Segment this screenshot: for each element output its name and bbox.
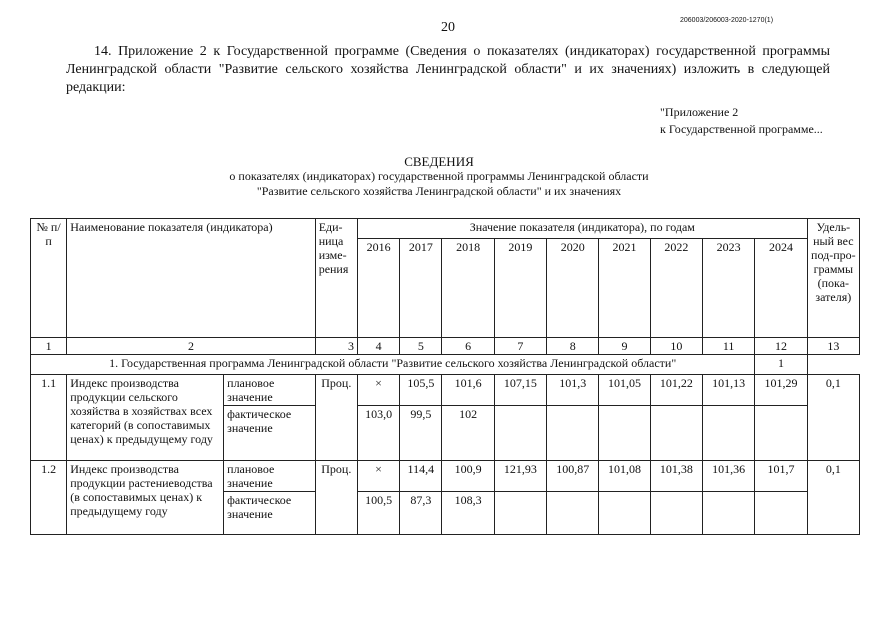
planned-value: 101,08 <box>599 461 650 492</box>
appendix-reference-line1: "Приложение 2 <box>660 105 739 119</box>
column-number: 2 <box>67 338 315 355</box>
intro-paragraph: 14. Приложение 2 к Государственной программе (Сведения о показателях (индикаторах) государственной программы Ленинградской области "Развитие сельского хозяйства Ленинградской области" и их значениях) изложить в следующей редакции: <box>66 44 830 95</box>
document-id: 206003/206003-2020-1270(1) <box>680 17 774 24</box>
column-number: 9 <box>599 338 650 355</box>
actual-value <box>702 406 754 461</box>
row-weight-empty <box>807 492 859 535</box>
planned-value: 100,9 <box>442 461 494 492</box>
planned-value: 100,87 <box>547 461 599 492</box>
row-weight-empty <box>807 406 859 461</box>
actual-value: 99,5 <box>400 406 442 461</box>
actual-value: 108,3 <box>442 492 494 535</box>
actual-value: 102 <box>442 406 494 461</box>
header-values-group: Значение показателя (индикатора), по годам <box>357 219 807 239</box>
planned-value: 101,6 <box>442 375 494 406</box>
actual-label: фактическое значение <box>224 492 316 535</box>
actual-value <box>702 492 754 535</box>
column-number: 1 <box>31 338 67 355</box>
table-header-row <box>31 219 860 239</box>
actual-value <box>494 406 546 461</box>
planned-value: 101,7 <box>755 461 807 492</box>
column-numbers-row <box>31 338 860 355</box>
planned-value: 105,5 <box>400 375 442 406</box>
column-number: 12 <box>755 338 807 355</box>
column-number: 10 <box>650 338 702 355</box>
page-number: 20 <box>441 20 455 35</box>
column-number: 4 <box>357 338 399 355</box>
actual-value: 87,3 <box>400 492 442 535</box>
header-year: 2018 <box>442 239 494 338</box>
actual-value <box>547 406 599 461</box>
document-heading <box>0 154 878 199</box>
row-indicator-name: Индекс производства продукции сельского хозяйства в хозяйствах всех категорий (в сопоставимых ценах) к предыдущему году <box>67 375 224 461</box>
row-unit: Проц. <box>315 375 357 461</box>
planned-value: 121,93 <box>494 461 546 492</box>
section-weight: 1 <box>755 355 807 375</box>
header-weight: Удель-ный вес под-про-граммы (пока-зателя) <box>807 219 859 338</box>
section-row <box>31 355 860 375</box>
planned-value: 107,15 <box>494 375 546 406</box>
actual-value <box>599 492 650 535</box>
heading-line2: "Развитие сельского хозяйства Ленинградской области" и их значениях <box>256 184 622 198</box>
planned-label: плановое значение <box>224 461 316 492</box>
row-weight: 0,1 <box>807 461 859 492</box>
row-unit: Проц. <box>315 461 357 535</box>
actual-value <box>599 406 650 461</box>
planned-value: 101,36 <box>702 461 754 492</box>
header-year: 2022 <box>650 239 702 338</box>
planned-value: 101,29 <box>755 375 807 406</box>
header-year: 2019 <box>494 239 546 338</box>
actual-value <box>650 406 702 461</box>
actual-value <box>494 492 546 535</box>
planned-value: 101,13 <box>702 375 754 406</box>
planned-value: × <box>357 461 399 492</box>
actual-value <box>755 492 807 535</box>
header-unit: Еди-ница изме-рения <box>315 219 357 338</box>
header-year: 2024 <box>755 239 807 338</box>
column-number: 11 <box>702 338 754 355</box>
indicators-table <box>30 218 860 535</box>
planned-label: плановое значение <box>224 375 316 406</box>
planned-value: 101,22 <box>650 375 702 406</box>
actual-value: 103,0 <box>357 406 399 461</box>
actual-value <box>650 492 702 535</box>
row-weight: 0,1 <box>807 375 859 406</box>
header-num: № п/п <box>31 219 67 338</box>
section-title: 1. Государственная программа Ленинградской области "Развитие сельского хозяйства Ленинградской области" <box>31 355 755 375</box>
header-year: 2016 <box>357 239 399 338</box>
row-indicator-name: Индекс производства продукции растениеводства (в сопоставимых ценах) к предыдущему году <box>67 461 224 535</box>
actual-value <box>755 406 807 461</box>
column-number: 6 <box>442 338 494 355</box>
row-num: 1.2 <box>31 461 67 535</box>
heading-title: СВЕДЕНИЯ <box>404 154 474 169</box>
planned-value: 101,05 <box>599 375 650 406</box>
header-name: Наименование показателя (индикатора) <box>67 219 315 338</box>
heading-line1: о показателях (индикаторах) государственной программы Ленинградской области <box>229 169 649 183</box>
header-year: 2023 <box>702 239 754 338</box>
table-row <box>31 375 860 406</box>
column-number: 5 <box>400 338 442 355</box>
header-year: 2017 <box>400 239 442 338</box>
row-num: 1.1 <box>31 375 67 461</box>
header-year: 2020 <box>547 239 599 338</box>
header-year: 2021 <box>599 239 650 338</box>
planned-value: 114,4 <box>400 461 442 492</box>
column-number: 7 <box>494 338 546 355</box>
actual-label: фактическое значение <box>224 406 316 461</box>
actual-value: 100,5 <box>357 492 399 535</box>
planned-value: × <box>357 375 399 406</box>
column-number: 8 <box>547 338 599 355</box>
table-row <box>31 461 860 492</box>
planned-value: 101,3 <box>547 375 599 406</box>
planned-value: 101,38 <box>650 461 702 492</box>
appendix-reference <box>660 104 823 138</box>
column-number: 3 <box>315 338 357 355</box>
appendix-reference-line2: к Государственной программе... <box>660 122 823 136</box>
column-number: 13 <box>807 338 859 355</box>
actual-value <box>547 492 599 535</box>
